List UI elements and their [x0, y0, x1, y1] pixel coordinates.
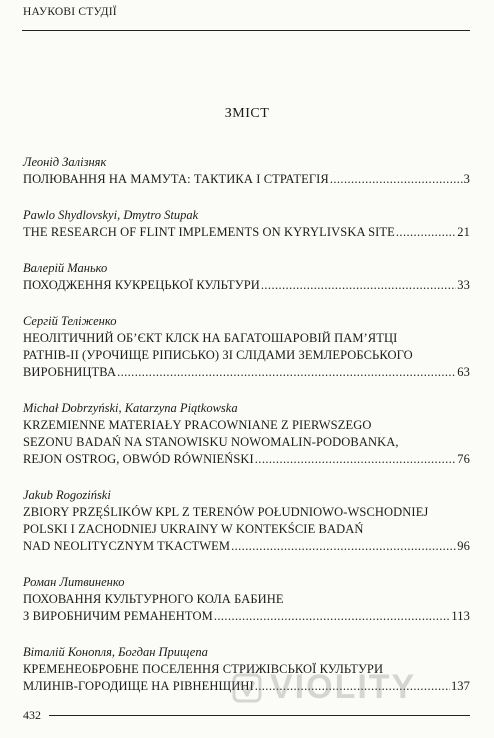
entry-title-final-line: [23, 171, 470, 188]
entry-title-text: МЛИНІВ-ГОРОДИЩЕ НА РІВНЕНЩИНІ: [23, 679, 254, 693]
dot-leader: [261, 277, 456, 294]
toc-entry: [23, 400, 470, 468]
entry-page-number: 113: [451, 609, 470, 623]
entry-title-final-line: [23, 277, 470, 294]
page-footer: [23, 708, 470, 723]
entry-authors: Jakub Rogoziński: [23, 488, 111, 502]
footer-rule: [49, 715, 470, 716]
entry-title-text: ПОХОДЖЕННЯ КУКРЕЦЬКОЇ КУЛЬТУРИ: [23, 278, 260, 292]
entry-title-text: REJON OSTROG, OBWÓD RÓWNIEŃSKI: [23, 452, 254, 466]
dot-leader: [231, 538, 456, 555]
entry-authors: Леонід Залізняк: [23, 155, 107, 169]
toc-entry: [23, 644, 470, 695]
entry-authors: Michał Dobrzyński, Katarzyna Piątkowska: [23, 401, 238, 415]
entry-authors: Pawlo Shydlovskyi, Dmytro Stupak: [23, 208, 199, 222]
toc-title: ЗМІСТ: [224, 106, 270, 121]
toc-entry: [23, 313, 470, 381]
entry-authors: Сергій Теліженко: [23, 314, 117, 328]
toc-entry: [23, 207, 470, 241]
dot-leader: [214, 608, 451, 625]
entry-title-final-line: [23, 608, 470, 625]
entry-title-line: POLSKI I ZACHODNIEJ UKRAINY W KONTEKŚCIE BADAŃ: [23, 522, 364, 536]
entry-title-final-line: [23, 538, 470, 555]
entry-authors: Валерій Манько: [23, 261, 108, 275]
entry-page-number: 96: [457, 539, 470, 553]
entry-title-line: НЕОЛІТИЧНИЙ ОБ’ЄКТ КЛСК НА БАГАТОШАРОВІЙ ПАМ’ЯТЦІ: [23, 331, 398, 345]
dot-leader: [117, 364, 456, 381]
entry-title-text: ВИРОБНИЦТВА: [23, 365, 117, 379]
page-number: 432: [23, 708, 41, 722]
entry-title-line: KRZEMIENNE MATERIAŁY PRACOWNIANE Z PIERWSZEGO: [23, 418, 372, 432]
entry-title-text: З ВИРОБНИЧИМ РЕМАНЕНТОМ: [23, 609, 213, 623]
toc-entry: [23, 574, 470, 625]
entry-title-final-line: [23, 678, 470, 695]
dot-leader: [330, 171, 463, 188]
entry-title-line: РАТНІВ-ІІ (УРОЧИЩЕ РІПИСЬКО) ЗІ СЛІДАМИ ЗЕМЛЕРОБСЬКОГО: [23, 348, 413, 362]
toc-entry: [23, 154, 470, 188]
entry-page-number: 76: [457, 452, 470, 466]
watermark-text: VIOLITY: [270, 668, 417, 706]
entry-title-text: NAD NEOLITYCZNYM TKACTWEM: [23, 539, 231, 553]
dot-leader: [255, 678, 450, 695]
entry-title-line: ПОХОВАННЯ КУЛЬТУРНОГО КОЛА БАБИНЕ: [23, 592, 284, 606]
entry-authors: Віталій Конопля, Богдан Прищепа: [23, 645, 208, 659]
toc-entry: [23, 487, 470, 555]
entry-page-number: 33: [457, 278, 470, 292]
entry-title-final-line: [23, 364, 470, 381]
header-rule: [22, 30, 470, 31]
entry-title-final-line: [23, 451, 470, 468]
toc-entries: [23, 154, 470, 714]
toc-entry: [23, 260, 470, 294]
entry-title-line: КРЕМЕНЕОБРОБНЕ ПОСЕЛЕННЯ СТРИЖІВСЬКОЇ КУЛЬТУРИ: [23, 662, 384, 676]
entry-title-final-line: [23, 224, 470, 241]
running-head: НАУКОВІ СТУДІЇ: [23, 6, 117, 18]
dot-leader: [396, 224, 456, 241]
entry-page-number: 63: [457, 365, 470, 379]
entry-page-number: 21: [457, 225, 470, 239]
dot-leader: [255, 451, 457, 468]
entry-title-line: ZBIORY PRZĘŚLIKÓW KPL Z TERENÓW POŁUDNIOWO-WSCHODNIEJ: [23, 505, 429, 519]
entry-title-text: THE RESEARCH OF FLINT IMPLEMENTS ON KYRYLIVSKA SITE: [23, 225, 395, 239]
entry-page-number: 3: [463, 172, 470, 186]
entry-title-text: ПОЛЮВАННЯ НА МАМУТА: ТАКТИКА І СТРАТЕГІЯ: [23, 172, 329, 186]
entry-authors: Роман Литвиненко: [23, 575, 125, 589]
entry-page-number: 137: [450, 679, 470, 693]
entry-title-line: SEZONU BADAŃ NA STANOWISKU NOWOMALIN-PODOBANKA,: [23, 435, 399, 449]
